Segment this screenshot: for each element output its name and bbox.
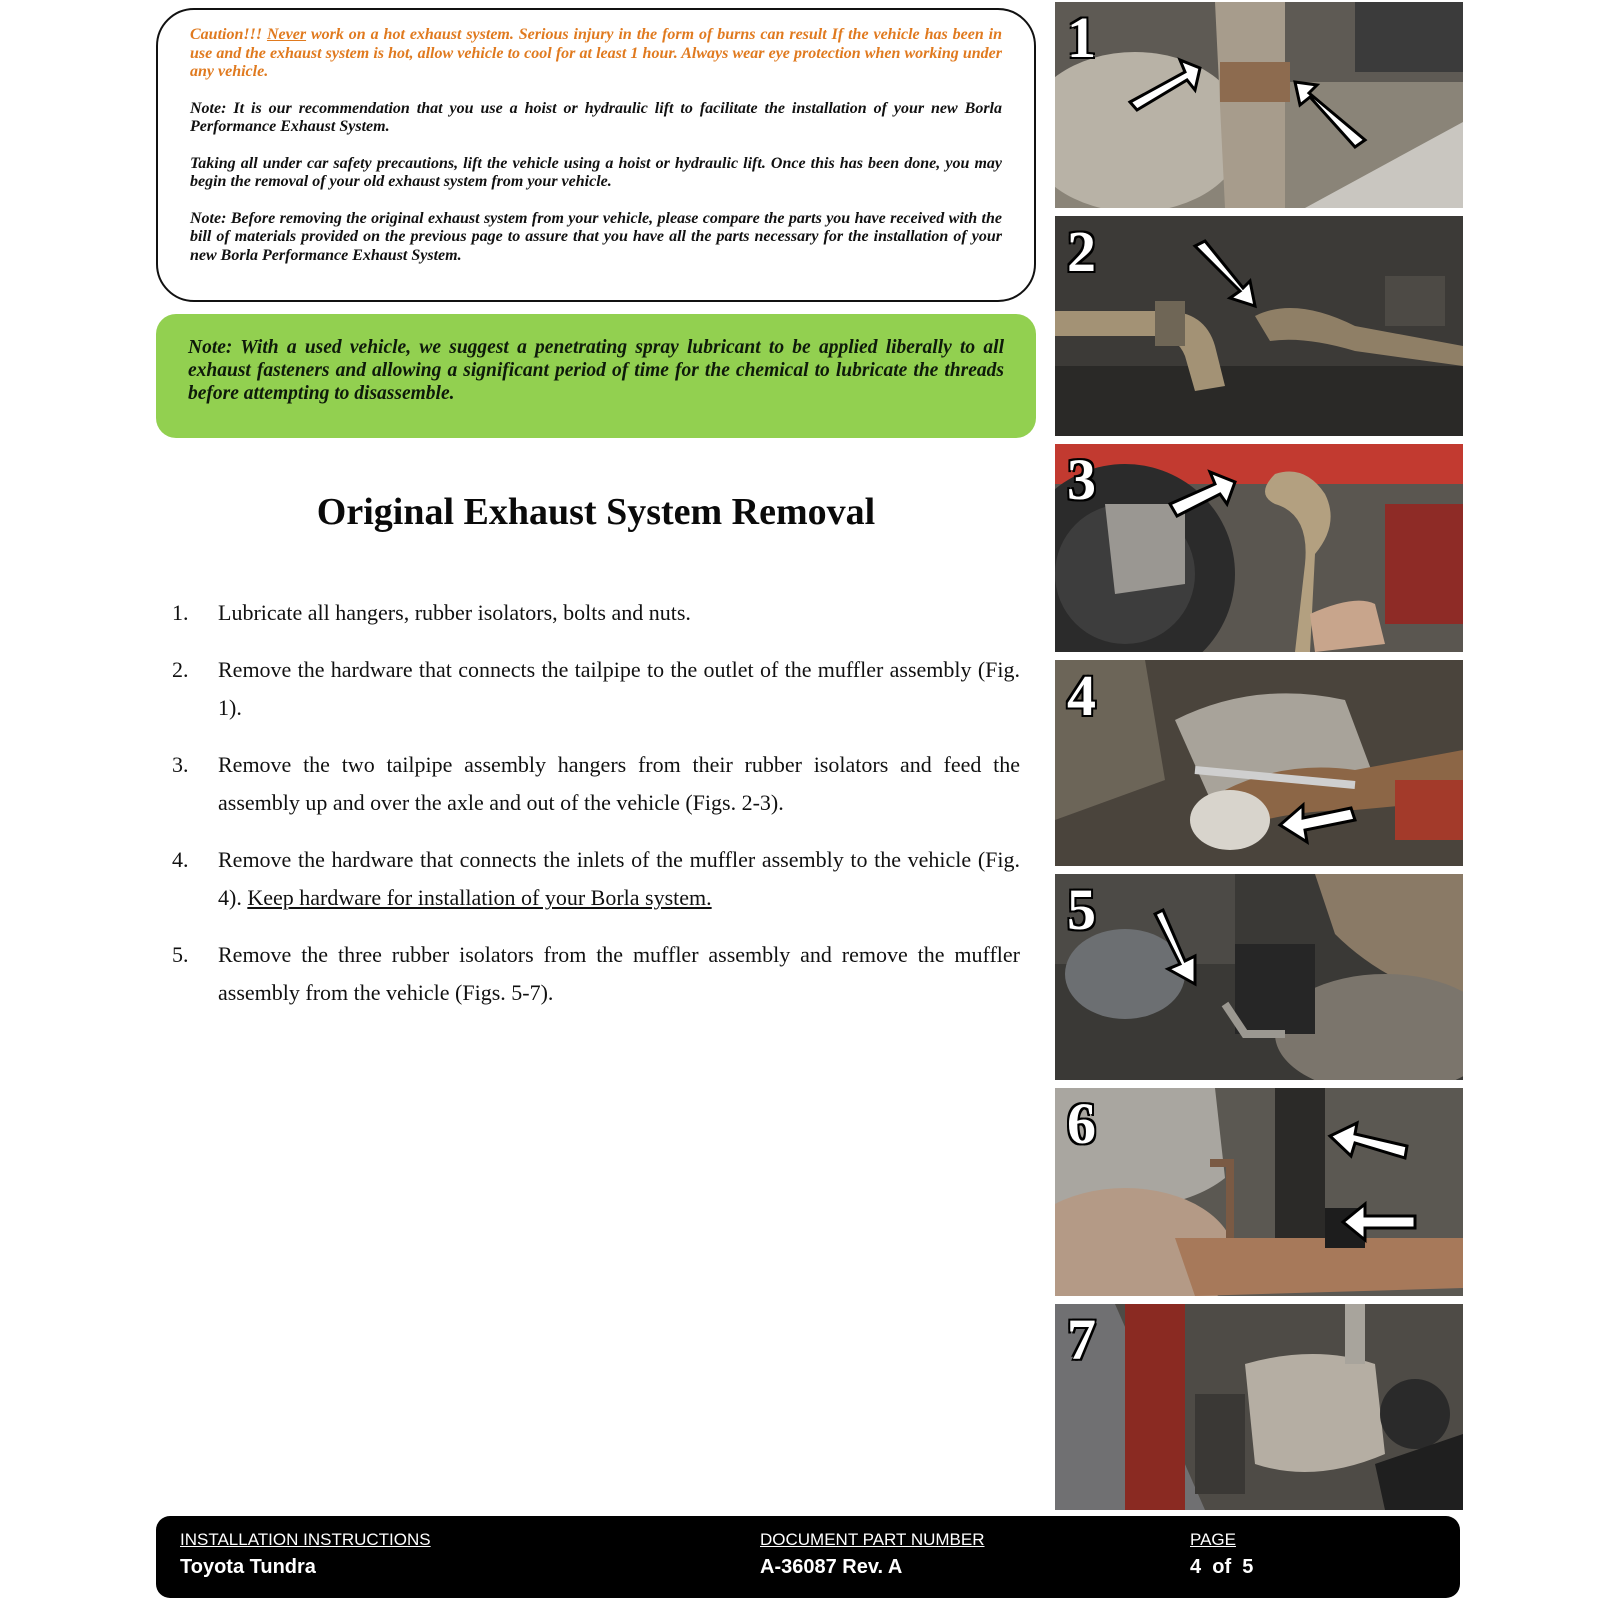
figure-5-number: 5 <box>1067 877 1096 942</box>
step-text: Remove the three rubber isolators from the muffler assembly and remove the muffler assembly from the vehicle (Figs. 5-7). <box>218 941 1020 1005</box>
footer-instructions <box>180 1530 431 1579</box>
figure-7-photo <box>1055 1304 1463 1510</box>
caution-never: Never <box>266 26 307 43</box>
figure-6-number: 6 <box>1067 1091 1096 1156</box>
keep-hardware-note: Keep hardware for installation of your Borla system. <box>247 885 712 910</box>
step-item <box>172 841 1020 918</box>
step-text: Remove the hardware that connects the inlets of the muffler assembly to the vehicle (Fig. 4). Keep hardware for installation of your Borla system. <box>218 846 1020 910</box>
figure-7-number: 7 <box>1067 1307 1096 1372</box>
hoist-note: Note: It is our recommendation that you use a hoist or hydraulic lift to facilitate the installation of your new Borla Performance Exhaust System. <box>190 99 1002 135</box>
step-number: 1. <box>172 600 189 625</box>
step-item <box>172 936 1020 1013</box>
figure-1-photo <box>1055 2 1463 208</box>
step-number: 2. <box>172 656 189 682</box>
footer-page <box>1190 1530 1253 1579</box>
step-text: Remove the hardware that connects the tailpipe to the outlet of the muffler assembly (Fig. 1). <box>218 656 1020 720</box>
lubricant-note-box <box>156 314 1036 438</box>
document-number-label: DOCUMENT PART NUMBER <box>760 1530 985 1549</box>
page-number: 4 of 5 <box>1190 1556 1254 1578</box>
figure-5-photo <box>1055 874 1463 1080</box>
caution-paragraph <box>190 26 1002 82</box>
figure-3-number: 3 <box>1067 447 1096 512</box>
figure-3-photo <box>1055 444 1463 652</box>
step-number: 3. <box>172 751 189 777</box>
figure-4-photo <box>1055 660 1463 866</box>
safety-note: Taking all under car safety precautions, lift the vehicle using a hoist or hydraulic lift. Once this has been done, you may begin the removal of your old exhaust system from your vehicle. <box>190 154 1002 190</box>
instructions-label: INSTALLATION INSTRUCTIONS <box>180 1530 431 1549</box>
parts-check-note: Note: Before removing the original exhaust system from your vehicle, please compare the parts you have received with the bill of materials provided on the previous page to assure that you have all the parts necessary for the installation of your new Borla Performance Exhaust System. <box>190 209 1002 264</box>
lubricant-note-text: Note: With a used vehicle, we suggest a penetrating spray lubricant to be applied liberally to all exhaust fasteners and allowing a significant period of time for the chemical to lubricate the threads before attempting to disassemble. <box>188 337 1004 404</box>
document-number: A-36087 Rev. A <box>760 1556 903 1578</box>
page-footer <box>156 1516 1460 1598</box>
caution-text: work on a hot exhaust system. Serious injury in the form of burns can result If the vehicle has been in use and the exhaust system is hot, allow vehicle to cool for at least 1 hour. Always wear eye protection when working under any vehicle. <box>190 26 1002 80</box>
footer-document-number <box>760 1530 985 1579</box>
step-text: Remove the two tailpipe assembly hangers from their rubber isolators and feed the assembly up and over the axle and out of the vehicle (Figs. 2-3). <box>218 751 1020 815</box>
step-text: Lubricate all hangers, rubber isolators, bolts and nuts. <box>218 600 691 625</box>
step-item <box>172 594 1020 633</box>
caution-notes-box <box>156 8 1036 302</box>
figure-6-photo <box>1055 1088 1463 1296</box>
removal-steps-list <box>172 594 1020 1031</box>
section-title: Original Exhaust System Removal <box>316 491 876 533</box>
page-label: PAGE <box>1190 1530 1236 1549</box>
figure-2-photo <box>1055 216 1463 436</box>
figure-4-number: 4 <box>1067 663 1096 728</box>
step-item <box>172 651 1020 728</box>
vehicle-name: Toyota Tundra <box>180 1556 316 1578</box>
caution-lead: Caution!!! <box>190 26 267 43</box>
step-number: 5. <box>172 941 189 967</box>
step-number: 4. <box>172 846 189 872</box>
figure-2-number: 2 <box>1067 219 1096 284</box>
step-item <box>172 746 1020 823</box>
figure-1-number: 1 <box>1067 5 1096 70</box>
